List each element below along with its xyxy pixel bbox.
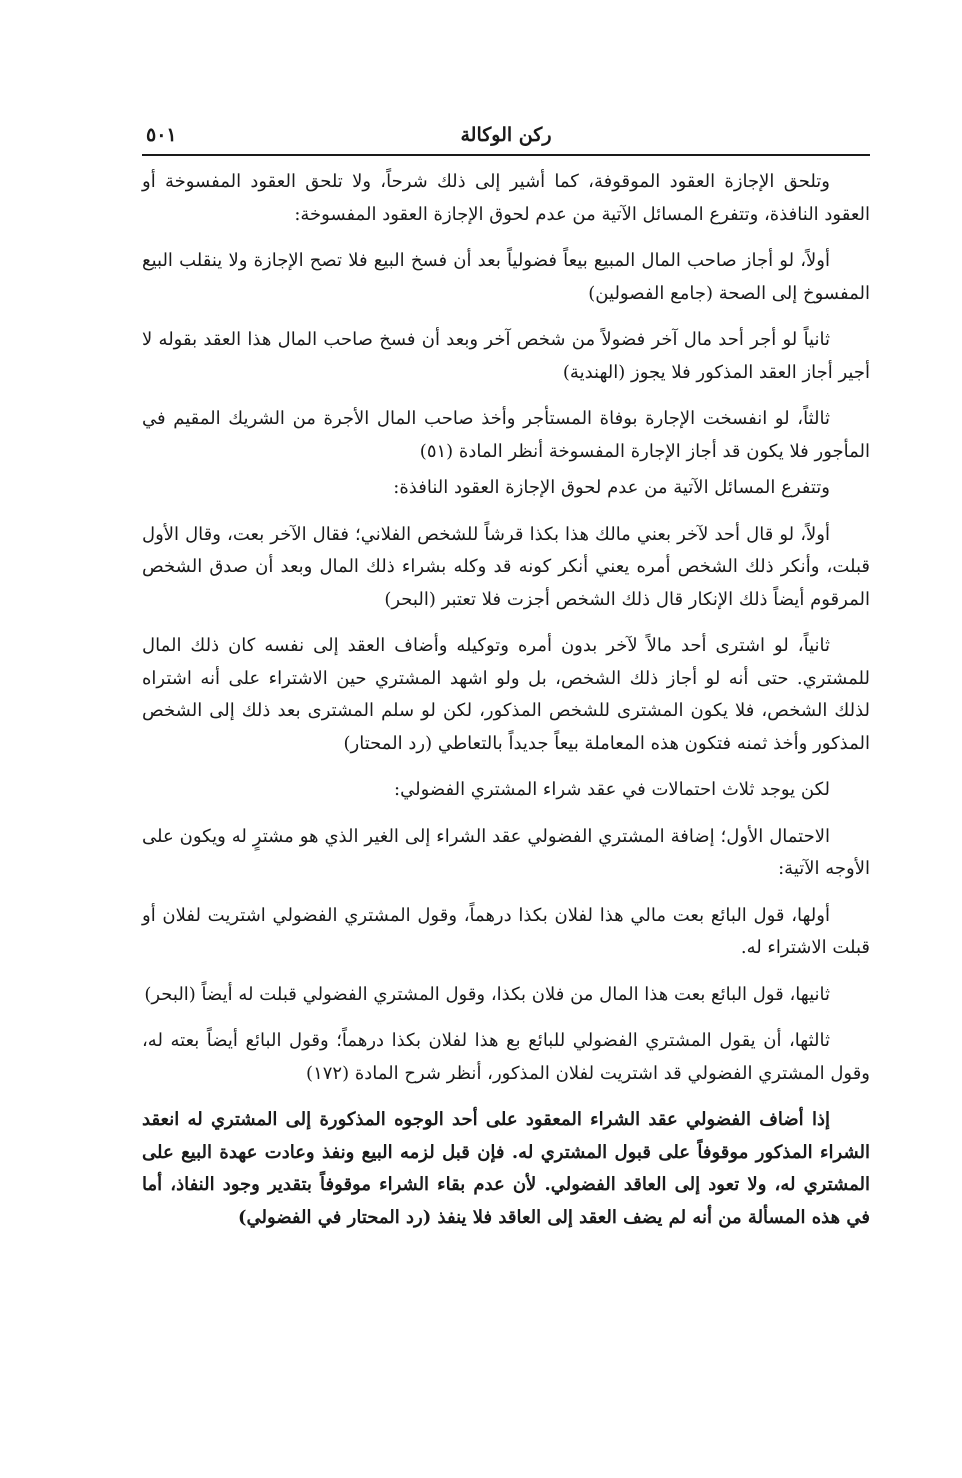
paragraph: أولاً، لو أجاز صاحب المال المبيع بيعاً فضولياً بعد أن فسخ البيع فلا تصح الإجازة ولا ينقلب البيع المفسوخ إلى الصحة (جامع الفصولين) [142,250,870,304]
running-title: ركن الوكالة [460,124,552,146]
paragraph: وتتفرع المسائل الآتية من عدم لحوق الإجازة العقود النافذة: [393,477,830,498]
paragraph: ثانياً، لو اشترى أحد مالاً لآخر بدون أمره وتوكيله وأضاف العقد إلى نفسه كان ذلك المال للمشتري. حتى أنه لو أجاز ذلك الشخص، بل ولو اشهد المشتري حين الاشتراء على أنه اشتراه لذلك الشخص، فلا يكون المشترى للشخص المذكور، لكن لو سلم المشترى بعد ذلك إلى الشخص المذكور وأخذ ثمنه فتكون هذه المعاملة بيعاً جديداً بالتعاطي (رد المحتار) [142,635,870,754]
page-header [142,118,870,156]
document-page [142,118,870,1248]
paragraph: إذا أضاف الفضولي عقد الشراء المعقود على أحد الوجوه المذكورة إلى المشتري له انعقد الشراء المذكور موقوفاً على قبول المشتري له. فإن قبل لزمه البيع ونفذ وعادت عهدة البيع على المشتري له، ولا تعود إلى العاقد الفضولي. لأن عدم بقاء الشراء موقوفاً بتقدير وجود النفاذ، أما في هذه المسألة من أنه لم يضف العقد إلى العاقد فلا ينفذ (رد المحتار في الفضولي) [142,1109,870,1228]
paragraph: الاحتمال الأول؛ إضافة المشتري الفضولي عقد الشراء إلى الغير الذي هو مشترٍ له ويكون على الأوجه الآتية: [142,825,870,879]
paragraph: لكن يوجد ثلاث احتمالات في عقد شراء المشتري الفضولي: [394,779,830,800]
page-body [142,166,870,1234]
paragraph: وتلحق الإجازة العقود الموقوفة، كما أشير إلى ذلك شرحاً، ولا تلحق العقود المفسوخة أو العقود النافذة، وتتفرع المسائل الآتية من عدم لحوق الإجازة العقود المفسوخة: [142,171,870,225]
paragraph: ثانيها، قول البائع بعت هذا المال من فلان بكذا، وقول المشتري الفضولي قبلت له أيضاً (البحر) [144,983,830,1005]
paragraph: ثالثاً، لو انفسخت الإجارة بوفاة المستأجر وأخذ صاحب المال الأجرة من الشريك المقيم في المأجور فلا يكون قد أجاز الإجارة المفسوخة أنظر المادة (٥١) [142,408,870,462]
paragraph: أولاً، لو قال أحد لآخر بعني مالك هذا بكذا قرشاً للشخص الفلاني؛ فقال الآخر بعت، وقال الأول قبلت، وأنكر ذلك الشخص أمره يعني أنكر كونه قد وكله بشراء ذلك المال وبعد أن صدق الشخص المرقوم أيضاً ذلك الإنكار قال ذلك الشخص أجزت فلا تعتبر (البحر) [142,523,870,610]
paragraph: أولها، قول البائع بعت مالي هذا لفلان بكذا درهماً، وقول المشتري الفضولي اشتريت لفلان أو قبلت الاشتراء له. [142,904,870,958]
paragraph: ثالثها، أن يقول المشتري الفضولي للبائع بع هذا لفلان بكذا درهماً؛ وقول البائع أيضاً بعته له، وقول المشتري الفضولي قد اشتريت لفلان المذكور، أنظر شرح المادة (١٧٢) [142,1030,870,1084]
paragraph: ثانياً لو أجر أحد مال آخر فضولاً من شخص آخر وبعد أن فسخ صاحب المال هذا العقد بقوله لا أجير أجاز العقد المذكور فلا يجوز (الهندية) [142,329,870,383]
page-number: ٥٠١ [146,124,177,146]
